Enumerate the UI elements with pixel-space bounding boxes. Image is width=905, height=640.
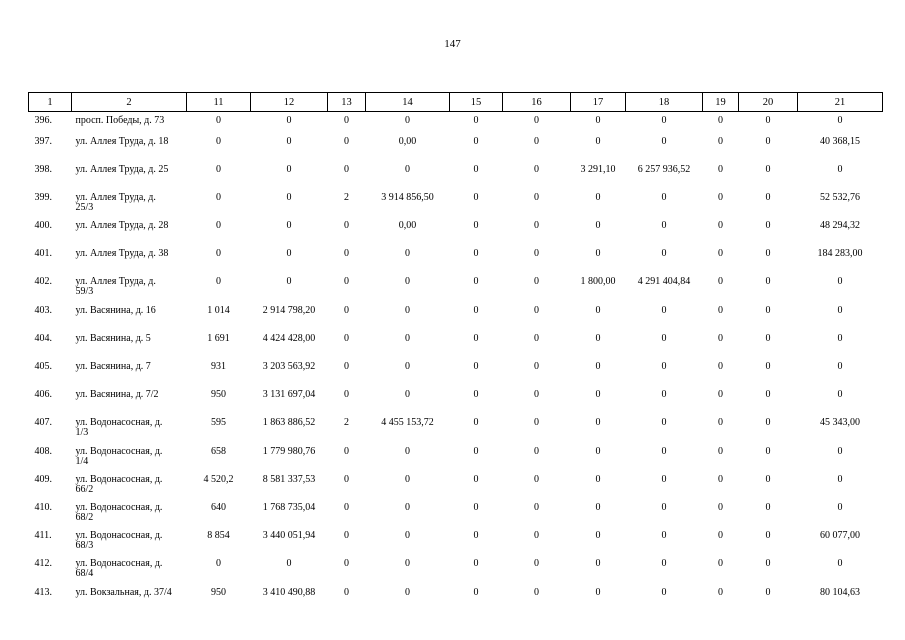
- value-cell: 0: [405, 276, 410, 288]
- value-cell: 0: [473, 163, 479, 175]
- table-row: [29, 528, 883, 556]
- value-cell: 0: [718, 445, 723, 457]
- row-number: 403.: [34, 304, 52, 316]
- address-text: ул. Водонасосная, д. 1/3: [75, 417, 163, 439]
- column-header: 14: [366, 93, 450, 112]
- value-cell: 0: [286, 558, 292, 570]
- value-cell: 0: [765, 163, 771, 175]
- value-cell: 3 203 563,92: [262, 361, 316, 372]
- value-cell: 4 455 153,72: [381, 417, 434, 429]
- value-cell: 0: [344, 276, 349, 288]
- value-cell: 4 424 428,00: [262, 332, 316, 344]
- row-number: 406.: [34, 389, 52, 401]
- value-cell: 0: [286, 163, 292, 175]
- address-text: ул. Аллея Труда, д. 59/3: [75, 276, 156, 298]
- address-cell: [72, 415, 187, 443]
- page-number: 147: [444, 38, 461, 50]
- value-cell: 0: [405, 304, 410, 316]
- row-number: 413.: [34, 586, 52, 598]
- value-cell: 0: [405, 163, 410, 175]
- value-cell: 0: [216, 191, 221, 203]
- address-cell: [72, 331, 187, 359]
- address-text: просп. Победы, д. 73: [75, 115, 165, 126]
- value-cell: 0: [534, 332, 539, 344]
- address-text: ул. Аллея Труда, д. 25/3: [75, 191, 156, 213]
- value-cell: 0,00: [398, 135, 417, 147]
- value-cell: 0: [344, 530, 349, 542]
- value-cell: 595: [211, 417, 226, 429]
- value-cell: 0: [534, 220, 539, 232]
- address-cell: [72, 500, 187, 528]
- column-header: 18: [626, 93, 703, 112]
- value-cell: 0: [473, 191, 479, 203]
- column-header: 13: [328, 93, 366, 112]
- value-cell: 0: [718, 558, 723, 570]
- value-cell: 0: [473, 530, 479, 542]
- address-text: ул. Водонасосная, д. 1/4: [75, 445, 163, 467]
- value-cell: 0: [534, 558, 539, 570]
- value-cell: 0: [534, 417, 539, 429]
- row-number: 404.: [34, 332, 52, 344]
- value-cell: 0: [837, 332, 843, 344]
- value-cell: 0: [344, 473, 349, 485]
- value-cell: 0: [837, 473, 843, 485]
- table-row: [29, 359, 883, 387]
- value-cell: 1 863 886,52: [262, 417, 316, 429]
- table-row: [29, 190, 883, 218]
- value-cell: 0: [595, 304, 601, 316]
- value-cell: 0: [595, 135, 601, 147]
- row-number: 402.: [34, 276, 52, 288]
- value-cell: 40 368,15: [820, 135, 860, 147]
- value-cell: 0: [765, 473, 771, 485]
- value-cell: 0: [765, 135, 771, 147]
- value-cell: 0: [718, 473, 723, 485]
- value-cell: 52 532,76: [820, 191, 860, 203]
- value-cell: 3 410 490,88: [262, 586, 316, 598]
- address-text: ул. Аллея Труда, д. 28: [75, 220, 169, 232]
- value-cell: 0: [473, 558, 479, 570]
- value-cell: 0: [473, 473, 479, 485]
- value-cell: 0: [718, 191, 723, 203]
- value-cell: 48 294,32: [820, 220, 860, 232]
- value-cell: 0: [405, 115, 410, 126]
- value-cell: 0: [661, 417, 667, 429]
- value-cell: 0: [661, 389, 667, 401]
- value-cell: 0: [405, 530, 410, 542]
- value-cell: 0: [286, 115, 292, 126]
- value-cell: 0: [661, 191, 667, 203]
- row-number: 408.: [34, 445, 52, 457]
- address-cell: [72, 359, 187, 387]
- value-cell: 0: [595, 220, 601, 232]
- value-cell: 80 104,63: [820, 586, 860, 598]
- value-cell: 0: [661, 304, 667, 316]
- value-cell: 0: [661, 115, 667, 126]
- value-cell: 0: [473, 501, 479, 513]
- value-cell: 950: [211, 389, 226, 401]
- value-cell: 0: [595, 473, 601, 485]
- value-cell: 0: [837, 115, 843, 126]
- value-cell: 0: [595, 445, 601, 457]
- row-number: 400.: [34, 220, 52, 232]
- address-text: ул. Водонасосная, д. 68/4: [75, 558, 163, 580]
- table-row: [29, 274, 883, 302]
- value-cell: 0: [718, 304, 723, 316]
- address-text: ул. Васянина, д. 5: [75, 332, 151, 344]
- column-header: 12: [251, 93, 328, 112]
- table-row: [29, 387, 883, 415]
- address-text: ул. Васянина, д. 7: [75, 361, 151, 372]
- value-cell: 0: [405, 586, 410, 598]
- value-cell: 0: [661, 332, 667, 344]
- table-row: [29, 246, 883, 274]
- value-cell: 0: [837, 163, 843, 175]
- value-cell: 0: [344, 304, 349, 316]
- value-cell: 3 131 697,04: [262, 389, 316, 401]
- value-cell: 2: [344, 417, 349, 429]
- address-cell: [72, 274, 187, 302]
- value-cell: 0: [534, 473, 539, 485]
- value-cell: 0: [344, 332, 349, 344]
- value-cell: 0: [344, 163, 349, 175]
- value-cell: 0: [661, 530, 667, 542]
- value-cell: 0: [661, 586, 667, 598]
- value-cell: 0: [473, 332, 479, 344]
- value-cell: 0: [534, 445, 539, 457]
- value-cell: 0: [837, 445, 843, 457]
- value-cell: 0: [661, 135, 667, 147]
- value-cell: 0: [405, 445, 410, 457]
- value-cell: 0: [534, 304, 539, 316]
- column-header: 11: [187, 93, 251, 112]
- value-cell: 0: [718, 332, 723, 344]
- data-table: [28, 92, 883, 613]
- address-text: ул. Аллея Труда, д. 25: [75, 163, 169, 175]
- value-cell: 0: [534, 586, 539, 598]
- value-cell: 0: [405, 361, 410, 372]
- row-number: 410.: [34, 501, 52, 513]
- value-cell: 0: [473, 115, 479, 126]
- value-cell: 4 520,2: [203, 473, 234, 485]
- column-header: 1: [29, 93, 72, 112]
- value-cell: 0: [216, 248, 221, 260]
- value-cell: 0: [216, 115, 221, 126]
- value-cell: 0: [473, 304, 479, 316]
- value-cell: 0: [534, 501, 539, 513]
- value-cell: 0: [718, 135, 723, 147]
- value-cell: 0: [595, 248, 601, 260]
- address-text: ул. Аллея Труда, д. 18: [75, 135, 169, 147]
- table-row: [29, 303, 883, 331]
- address-cell: [72, 112, 187, 134]
- value-cell: 0: [661, 473, 667, 485]
- column-header: 15: [450, 93, 503, 112]
- value-cell: 0: [344, 115, 349, 126]
- table-row: [29, 556, 883, 584]
- value-cell: 0: [473, 248, 479, 260]
- row-number: 399.: [34, 191, 52, 203]
- row-number: 401.: [34, 248, 52, 260]
- value-cell: 0: [534, 115, 539, 126]
- value-cell: 658: [211, 445, 226, 457]
- value-cell: 0: [661, 220, 667, 232]
- value-cell: 0: [837, 361, 843, 372]
- value-cell: 0,00: [398, 220, 417, 232]
- value-cell: 0: [718, 220, 723, 232]
- value-cell: 1 800,00: [580, 276, 616, 288]
- value-cell: 0: [595, 115, 601, 126]
- value-cell: 0: [405, 248, 410, 260]
- value-cell: 0: [286, 248, 292, 260]
- value-cell: 0: [595, 558, 601, 570]
- value-cell: 60 077,00: [820, 530, 860, 542]
- value-cell: 0: [661, 361, 667, 372]
- value-cell: 0: [405, 473, 410, 485]
- value-cell: 0: [595, 332, 601, 344]
- value-cell: 0: [344, 220, 349, 232]
- value-cell: 0: [405, 501, 410, 513]
- address-text: ул. Водонасосная, д. 68/3: [75, 530, 163, 552]
- value-cell: 0: [534, 163, 539, 175]
- value-cell: 0: [661, 501, 667, 513]
- value-cell: 0: [718, 115, 723, 126]
- value-cell: 0: [595, 361, 601, 372]
- value-cell: 1 691: [207, 332, 230, 344]
- column-header: 2: [72, 93, 187, 112]
- value-cell: 6 257 936,52: [637, 163, 691, 175]
- table-row: [29, 112, 883, 134]
- value-cell: 0: [534, 530, 539, 542]
- value-cell: 0: [765, 501, 771, 513]
- value-cell: 0: [344, 361, 349, 372]
- value-cell: 0: [765, 304, 771, 316]
- address-cell: [72, 218, 187, 246]
- value-cell: 0: [718, 163, 723, 175]
- address-cell: [72, 387, 187, 415]
- value-cell: 1 014: [207, 304, 230, 316]
- value-cell: 0: [765, 191, 771, 203]
- address-text: ул. Вокзальная, д. 37/4: [75, 586, 172, 598]
- value-cell: 0: [286, 276, 292, 288]
- table-row: [29, 472, 883, 500]
- value-cell: 0: [473, 389, 479, 401]
- value-cell: 0: [216, 163, 221, 175]
- table-header: [29, 93, 883, 112]
- value-cell: 4 291 404,84: [637, 276, 691, 288]
- address-cell: [72, 190, 187, 218]
- column-header: 16: [503, 93, 571, 112]
- column-header: 19: [703, 93, 739, 112]
- table-row: [29, 134, 883, 162]
- value-cell: 950: [211, 586, 226, 598]
- address-text: ул. Водонасосная, д. 68/2: [75, 501, 163, 523]
- value-cell: 0: [718, 389, 723, 401]
- value-cell: 0: [718, 417, 723, 429]
- column-header: 20: [739, 93, 798, 112]
- column-header: 17: [571, 93, 626, 112]
- value-cell: 640: [211, 501, 226, 513]
- value-cell: 0: [534, 361, 539, 372]
- value-cell: 0: [837, 276, 843, 288]
- address-cell: [72, 585, 187, 613]
- value-cell: 0: [765, 586, 771, 598]
- value-cell: 0: [344, 445, 349, 457]
- value-cell: 0: [718, 586, 723, 598]
- value-cell: 0: [837, 389, 843, 401]
- row-number: 409.: [34, 473, 52, 485]
- value-cell: 0: [765, 248, 771, 260]
- value-cell: 0: [765, 332, 771, 344]
- value-cell: 0: [405, 558, 410, 570]
- value-cell: 0: [534, 389, 539, 401]
- value-cell: 0: [473, 220, 479, 232]
- value-cell: 0: [344, 135, 349, 147]
- header-row: [29, 93, 883, 112]
- value-cell: 0: [595, 417, 601, 429]
- row-number: 407.: [34, 417, 52, 429]
- value-cell: 0: [765, 389, 771, 401]
- value-cell: 45 343,00: [820, 417, 860, 429]
- value-cell: 0: [405, 389, 410, 401]
- value-cell: 184 283,00: [817, 248, 863, 260]
- address-cell: [72, 246, 187, 274]
- value-cell: 0: [216, 220, 221, 232]
- value-cell: 0: [473, 417, 479, 429]
- row-number: 397.: [34, 135, 52, 147]
- row-number: 398.: [34, 163, 52, 175]
- value-cell: 0: [473, 586, 479, 598]
- value-cell: 0: [405, 332, 410, 344]
- row-number: 396.: [34, 115, 52, 126]
- value-cell: 0: [718, 530, 723, 542]
- row-number: 405.: [34, 361, 52, 372]
- value-cell: 0: [216, 558, 221, 570]
- address-text: ул. Аллея Труда, д. 38: [75, 248, 169, 260]
- value-cell: 3 291,10: [580, 163, 616, 175]
- value-cell: 0: [595, 191, 601, 203]
- value-cell: 0: [765, 361, 771, 372]
- table-row: [29, 415, 883, 443]
- column-header: 21: [798, 93, 883, 112]
- address-cell: [72, 528, 187, 556]
- value-cell: 0: [344, 586, 349, 598]
- value-cell: 0: [718, 501, 723, 513]
- row-number: 411.: [34, 530, 52, 542]
- value-cell: 0: [765, 558, 771, 570]
- value-cell: 0: [837, 501, 843, 513]
- value-cell: 3 440 051,94: [262, 530, 316, 542]
- value-cell: 0: [534, 276, 539, 288]
- value-cell: 0: [595, 530, 601, 542]
- row-number: 412.: [34, 558, 52, 570]
- value-cell: 0: [216, 276, 221, 288]
- value-cell: 0: [661, 445, 667, 457]
- value-cell: 0: [661, 558, 667, 570]
- address-text: ул. Васянина, д. 16: [75, 304, 156, 316]
- address-text: ул. Васянина, д. 7/2: [75, 389, 159, 401]
- value-cell: 2 914 798,20: [262, 304, 316, 316]
- value-cell: 0: [718, 248, 723, 260]
- value-cell: 0: [344, 389, 349, 401]
- value-cell: 1 768 735,04: [262, 501, 316, 513]
- value-cell: 0: [837, 304, 843, 316]
- value-cell: 0: [534, 248, 539, 260]
- value-cell: 8 581 337,53: [262, 473, 316, 485]
- value-cell: 0: [473, 135, 479, 147]
- value-cell: 0: [718, 361, 723, 372]
- value-cell: 0: [473, 445, 479, 457]
- value-cell: 0: [765, 220, 771, 232]
- table-row: [29, 585, 883, 613]
- value-cell: 0: [216, 135, 221, 147]
- value-cell: 0: [595, 586, 601, 598]
- value-cell: 0: [718, 276, 723, 288]
- value-cell: 0: [765, 445, 771, 457]
- address-cell: [72, 556, 187, 584]
- value-cell: 8 854: [207, 530, 230, 542]
- address-cell: [72, 162, 187, 190]
- value-cell: 0: [344, 558, 349, 570]
- table-row: [29, 218, 883, 246]
- value-cell: 0: [286, 135, 292, 147]
- value-cell: 3 914 856,50: [381, 191, 434, 203]
- value-cell: 0: [661, 248, 667, 260]
- address-text: ул. Водонасосная, д. 66/2: [75, 473, 163, 495]
- table-row: [29, 500, 883, 528]
- address-cell: [72, 472, 187, 500]
- value-cell: 0: [765, 530, 771, 542]
- value-cell: 0: [473, 361, 479, 372]
- value-cell: 0: [534, 191, 539, 203]
- table-row: [29, 162, 883, 190]
- value-cell: 931: [211, 361, 226, 372]
- value-cell: 0: [595, 389, 601, 401]
- value-cell: 0: [837, 558, 843, 570]
- table-row: [29, 444, 883, 472]
- address-cell: [72, 134, 187, 162]
- address-cell: [72, 444, 187, 472]
- value-cell: 2: [344, 191, 349, 203]
- table-row: [29, 331, 883, 359]
- value-cell: 0: [473, 276, 479, 288]
- value-cell: 0: [765, 417, 771, 429]
- value-cell: 0: [286, 191, 292, 203]
- value-cell: 0: [595, 501, 601, 513]
- value-cell: 0: [344, 501, 349, 513]
- value-cell: 1 779 980,76: [262, 445, 316, 457]
- value-cell: 0: [765, 276, 771, 288]
- value-cell: 0: [286, 220, 292, 232]
- value-cell: 0: [765, 115, 771, 126]
- value-cell: 0: [344, 248, 349, 260]
- value-cell: 0: [534, 135, 539, 147]
- address-cell: [72, 303, 187, 331]
- table-body: [29, 112, 883, 613]
